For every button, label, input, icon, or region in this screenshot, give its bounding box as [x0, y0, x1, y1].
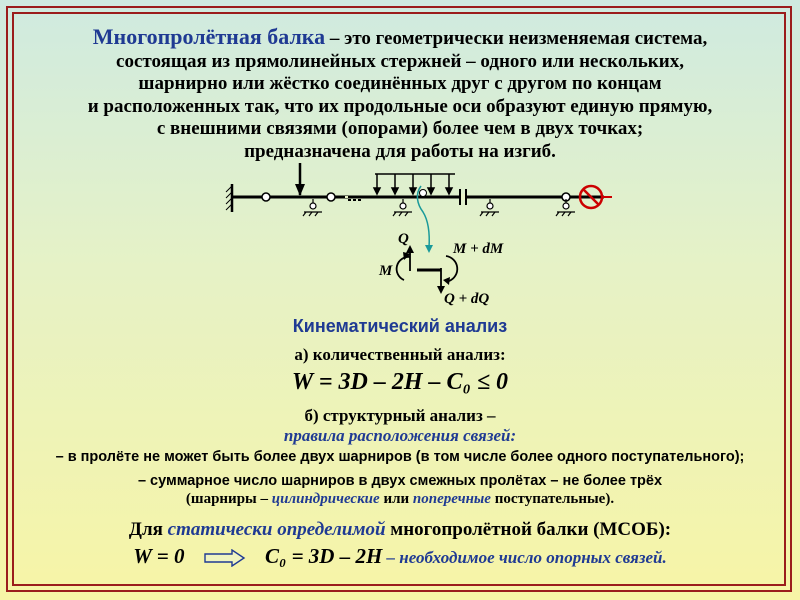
mobility-formula: W = 3D – 2H – C₀ ≤ 0: [291, 369, 509, 395]
hinge-2: [327, 193, 335, 201]
definition-line-3: шарнирно или жёстко соединённых друг с другом по концам: [138, 73, 662, 94]
msob-rest: многопролётной балки (МСОБ):: [385, 519, 672, 540]
m-left-arrow: [397, 257, 410, 280]
hinge-1: [262, 193, 270, 201]
definition-line-1-rest: – это геометрически неизменяемая система,: [325, 28, 708, 49]
kinematic-heading: Кинематический анализ: [292, 316, 508, 336]
implies-arrow-icon: [204, 549, 246, 567]
support-3: [480, 199, 499, 216]
w-equals-zero: W = 0: [133, 544, 185, 568]
distributed-load: [374, 174, 455, 194]
label-q: Q: [398, 231, 409, 247]
definition-line-5: с внешними связями (опорами) более чем в двух точках;: [156, 118, 644, 139]
definition-line-6: предназначена для работы на изгиб.: [244, 140, 556, 162]
rule-3-cylindrical: цилиндрические: [271, 491, 380, 507]
rule-3-or: или: [379, 491, 413, 507]
support-2: [393, 199, 412, 216]
label-q-dq: Q + dQ: [444, 291, 490, 307]
label-m: M: [379, 263, 393, 279]
c0-formula: C₀ = 3D – 2H: [264, 544, 383, 568]
rule-3: [0, 491, 800, 508]
support-1: [303, 199, 322, 216]
final-formula-line: [0, 544, 800, 569]
rule-2: – суммарное число шарниров в двух смежных пролётах – не более трёх: [137, 473, 663, 489]
m-right-arrow: [446, 256, 457, 281]
definition-line-4: и расположенных так, что их продольные оси образуют единую прямую,: [87, 95, 713, 117]
support-4: [556, 199, 575, 216]
msob-intro: Для: [128, 519, 168, 540]
definition-term: Многопролётная балка: [92, 24, 326, 49]
support-count-note: – необходимое число опорных связей.: [382, 548, 667, 567]
rule-3-close: поступательные).: [490, 491, 615, 507]
structural-rules-label: правила расположения связей:: [283, 426, 517, 445]
rule-3-transverse: поперечные: [412, 491, 491, 507]
structural-label: б) структурный анализ –: [304, 406, 496, 425]
rule-1: – в пролёте не может быть более двух шарниров (в том числе более одного поступательного);: [55, 449, 745, 465]
quantitative-label: а) количественный анализ:: [294, 345, 506, 364]
msob-line: [0, 519, 800, 541]
rule-3-open: (шарниры –: [185, 491, 272, 507]
msob-term: статически определимой: [167, 519, 386, 540]
label-m-dm: M + dM: [453, 241, 504, 257]
definition-line-2: состоящая из прямолинейных стержней – одного или нескольких,: [116, 50, 684, 72]
